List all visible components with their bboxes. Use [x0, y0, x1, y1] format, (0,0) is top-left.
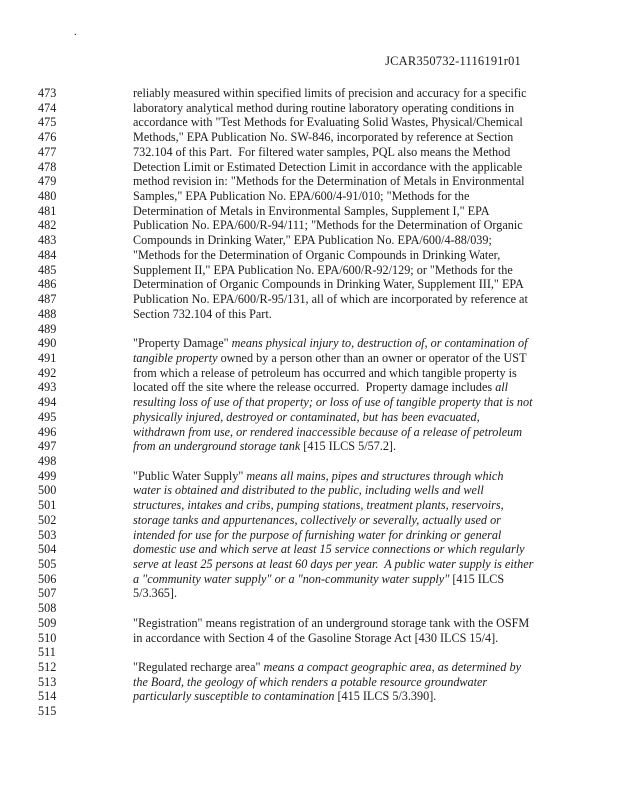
- document-line: [38, 263, 533, 278]
- line-text: [133, 410, 533, 425]
- line-text: [133, 101, 533, 116]
- document-line: [38, 572, 533, 587]
- text-segment: Detection Limit or Estimated Detection Limit in accordance with the applicable: [133, 159, 523, 174]
- line-number: 499: [38, 468, 57, 483]
- document-lines: [38, 86, 533, 719]
- line-text: [133, 130, 533, 145]
- document-line: [38, 542, 533, 557]
- line-text: [133, 351, 533, 366]
- document-line: [38, 292, 533, 307]
- line-text: [133, 601, 533, 616]
- document-line: [38, 233, 533, 248]
- document-line: [38, 454, 533, 469]
- line-text: [133, 660, 533, 675]
- line-number: 514: [38, 689, 57, 704]
- document-line: [38, 483, 533, 498]
- line-number: 476: [38, 130, 57, 145]
- line-number: 485: [38, 262, 57, 277]
- line-text: [133, 498, 533, 513]
- text-segment: "Registration" means registration of an underground storage tank with the OSFM: [133, 615, 530, 630]
- line-number: 496: [38, 424, 57, 439]
- line-number: 478: [38, 159, 57, 174]
- italic-text-segment: domestic use and which serve at least 15 service connections or which regularly: [133, 542, 525, 557]
- line-text: [133, 572, 533, 587]
- document-line: [38, 145, 533, 160]
- line-number: 495: [38, 409, 57, 424]
- text-segment: [415 ILCS: [452, 571, 505, 586]
- document-line: [38, 351, 533, 366]
- line-text: [133, 675, 533, 690]
- line-text: [133, 248, 533, 263]
- text-segment: Publication No. EPA/600/R-94/111; "Methods for the Determination of Organic: [133, 218, 523, 233]
- line-text: [133, 528, 533, 543]
- text-segment: in accordance with Section 4 of the Gasoline Storage Act [430 ILCS 15/4].: [133, 630, 499, 645]
- scan-artifact-dot: .: [74, 26, 77, 38]
- page-header-code: JCAR350732-1116191r01: [385, 54, 521, 68]
- line-number: 487: [38, 292, 57, 307]
- line-text: [133, 174, 533, 189]
- line-text: [133, 115, 533, 130]
- line-text: [133, 233, 533, 248]
- line-number: 484: [38, 247, 57, 262]
- line-number: 490: [38, 336, 57, 351]
- line-text: [133, 704, 533, 719]
- line-text: [133, 557, 533, 572]
- line-number: 504: [38, 542, 57, 557]
- line-number: 497: [38, 439, 57, 454]
- line-number: 501: [38, 498, 57, 513]
- text-segment: Determination of Organic Compounds in Drinking Water, Supplement III," EPA: [133, 277, 524, 292]
- line-number: 508: [38, 601, 57, 616]
- line-text: [133, 454, 533, 469]
- line-number: 494: [38, 395, 57, 410]
- text-segment: "Methods for the Determination of Organic Compounds in Drinking Water,: [133, 247, 501, 262]
- line-text: [133, 204, 533, 219]
- document-line: [38, 189, 533, 204]
- line-number: 491: [38, 350, 57, 365]
- line-text: [133, 380, 533, 395]
- italic-text-segment: structures, intakes and cribs, pumping stations, treatment plants, reservoirs,: [133, 498, 504, 513]
- document-line: [38, 101, 533, 116]
- line-number: 502: [38, 512, 57, 527]
- line-number: 511: [38, 645, 56, 660]
- line-text: [133, 425, 533, 440]
- line-text: [133, 145, 533, 160]
- line-text: [133, 218, 533, 233]
- document-line: [38, 469, 533, 484]
- line-number: 475: [38, 115, 57, 130]
- document-line: [38, 513, 533, 528]
- line-number: 506: [38, 571, 57, 586]
- line-number: 515: [38, 704, 57, 719]
- line-text: [133, 616, 533, 631]
- document-line: [38, 704, 533, 719]
- italic-text-segment: the Board, the geology of which renders a potable resource groundwater: [133, 674, 488, 689]
- text-segment: from which a release of petroleum has occurred and which tangible property is: [133, 365, 517, 380]
- document-line: [38, 160, 533, 175]
- line-text: [133, 366, 533, 381]
- text-segment: [415 ILCS 5/3.390].: [337, 689, 437, 704]
- line-text: [133, 542, 533, 557]
- text-segment: method revision in: "Methods for the Determination of Metals in Environmental: [133, 174, 525, 189]
- text-segment: "Regulated recharge area": [133, 660, 264, 675]
- line-number: 510: [38, 630, 57, 645]
- document-line: [38, 675, 533, 690]
- line-number: 481: [38, 203, 57, 218]
- italic-text-segment: all: [495, 380, 509, 395]
- text-segment: located off the site where the release occurred. Property damage includes: [133, 380, 496, 395]
- document-line: [38, 601, 533, 616]
- italic-text-segment: storage tanks and appurtenances, collectively or severally, actually used or: [133, 512, 501, 527]
- text-segment: [415 ILCS 5/57.2].: [303, 439, 397, 454]
- document-line: [38, 660, 533, 675]
- line-number: 477: [38, 144, 57, 159]
- text-segment: laboratory analytical method during routine laboratory operating conditions in: [133, 100, 515, 115]
- line-number: 479: [38, 174, 57, 189]
- italic-text-segment: resulting loss of use of that property; or loss of use of tangible property that is not: [133, 395, 533, 410]
- line-number: 486: [38, 277, 57, 292]
- italic-text-segment: withdrawn from use, or rendered inaccessible because of a release of petroleum: [133, 424, 523, 439]
- text-segment: Samples," EPA Publication No. EPA/600/4-91/010; "Methods for the: [133, 189, 470, 204]
- document-line: [38, 380, 533, 395]
- document-line: [38, 174, 533, 189]
- line-number: 483: [38, 233, 57, 248]
- line-number: 509: [38, 615, 57, 630]
- text-segment: 5/3.365].: [133, 586, 178, 601]
- text-segment: "Property Damage": [133, 336, 232, 351]
- line-number: 513: [38, 674, 57, 689]
- document-line: [38, 307, 533, 322]
- text-segment: reliably measured within specified limits of precision and accuracy for a specific: [133, 86, 527, 100]
- line-number: 500: [38, 483, 57, 498]
- line-text: [133, 469, 533, 484]
- line-text: [133, 395, 533, 410]
- document-line: [38, 645, 533, 660]
- line-text: [133, 483, 533, 498]
- line-text: [133, 263, 533, 278]
- line-text: [133, 439, 533, 454]
- line-number: 498: [38, 453, 57, 468]
- line-number: 489: [38, 321, 57, 336]
- italic-text-segment: particularly susceptible to contamination: [133, 689, 338, 704]
- line-text: [133, 689, 533, 704]
- document-line: [38, 204, 533, 219]
- document-line: [38, 218, 533, 233]
- italic-text-segment: means a compact geographic area, as determined by: [263, 660, 521, 675]
- line-number: 505: [38, 557, 57, 571]
- text-segment: Publication No. EPA/600/R-95/131, all of which are incorporated by reference at: [133, 292, 528, 307]
- text-segment: 732.104 of this Part. For filtered water samples, PQL also means the Method: [133, 144, 511, 159]
- document-line: [38, 439, 533, 454]
- document-line: [38, 631, 533, 646]
- italic-text-segment: from an underground storage tank: [133, 439, 304, 454]
- italic-text-segment: means physical injury to, destruction of, or contamination of: [231, 336, 528, 351]
- line-number: 480: [38, 189, 57, 204]
- line-number: 473: [38, 86, 57, 100]
- line-number: 488: [38, 306, 57, 321]
- italic-text-segment: serve at least 25 persons at least 60 days per year. A public water supply is either: [133, 557, 534, 571]
- italic-text-segment: intended for use for the purpose of furnishing water for drinking or general: [133, 527, 502, 542]
- italic-text-segment: tangible property: [133, 350, 221, 365]
- line-text: [133, 277, 533, 292]
- line-text: [133, 586, 533, 601]
- document-line: [38, 322, 533, 337]
- line-number: 507: [38, 586, 57, 601]
- document-line: [38, 395, 533, 410]
- line-text: [133, 322, 533, 337]
- italic-text-segment: a "community water supply" or a "non-community water supply": [133, 571, 453, 586]
- line-text: [133, 307, 533, 322]
- document-line: [38, 115, 533, 130]
- document-line: [38, 498, 533, 513]
- document-line: [38, 557, 533, 572]
- italic-text-segment: means all mains, pipes and structures through which: [246, 468, 504, 483]
- document-line: [38, 528, 533, 543]
- italic-text-segment: physically injured, destroyed or contaminated, but has been evacuated,: [133, 409, 480, 424]
- text-segment: "Public Water Supply": [133, 468, 247, 483]
- document-line: [38, 425, 533, 440]
- line-number: 493: [38, 380, 57, 395]
- text-segment: Section 732.104 of this Part.: [133, 306, 272, 321]
- text-segment: Supplement II," EPA Publication No. EPA/600/R-92/129; or "Methods for the: [133, 262, 513, 277]
- line-number: 503: [38, 527, 57, 542]
- text-segment: Methods," EPA Publication No. SW-846, incorporated by reference at Section: [133, 130, 514, 145]
- document-line: [38, 616, 533, 631]
- line-text: [133, 513, 533, 528]
- text-segment: accordance with "Test Methods for Evaluating Solid Wastes, Physical/Chemical: [133, 115, 523, 130]
- document-line: [38, 248, 533, 263]
- text-segment: Compounds in Drinking Water," EPA Publication No. EPA/600/4-88/039;: [133, 233, 492, 248]
- document-line: [38, 277, 533, 292]
- line-text: [133, 189, 533, 204]
- italic-text-segment: water is obtained and distributed to the public, including wells and well: [133, 483, 484, 498]
- text-segment: owned by a person other than an owner or operator of the UST: [220, 350, 527, 365]
- document-line: [38, 366, 533, 381]
- line-text: [133, 631, 533, 646]
- document-line: [38, 689, 533, 704]
- document-line: [38, 410, 533, 425]
- line-number: 512: [38, 660, 57, 675]
- line-text: [133, 336, 533, 351]
- document-line: [38, 336, 533, 351]
- line-text: [133, 292, 533, 307]
- line-text: [133, 160, 533, 175]
- text-segment: Determination of Metals in Environmental Samples, Supplement I," EPA: [133, 203, 490, 218]
- document-line: [38, 586, 533, 601]
- line-number: 492: [38, 365, 57, 380]
- document-line: [38, 86, 533, 101]
- line-number: 482: [38, 218, 57, 233]
- line-text: [133, 645, 533, 660]
- line-number: 474: [38, 100, 57, 115]
- line-text: [133, 86, 533, 101]
- document-line: [38, 130, 533, 145]
